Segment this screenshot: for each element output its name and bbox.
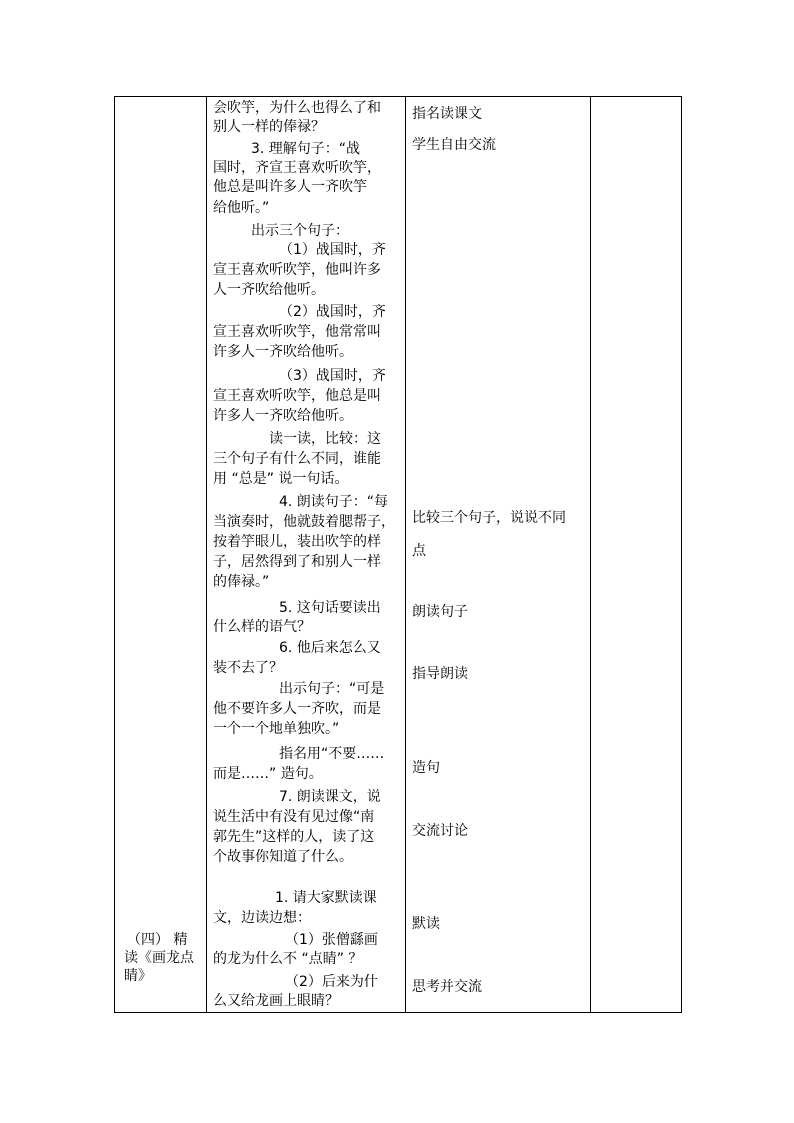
activity-line: （1）战国时，齐 [279,242,386,258]
activity-line: 宣王喜欢听吹竽，他常常叫 [213,324,381,340]
activity-line: （2）后来为什 [285,974,378,990]
activity-line: 会吹竽，为什么也得么了和 [213,100,381,116]
activity-line: 个故事你知道了什么。 [213,849,353,865]
activity-line: 而是……” 造句。 [213,766,323,782]
activity-line: 的俸禄。” [213,574,270,590]
section-heading-line: （四） 精 [127,932,188,948]
activity-line: 别人一样的俸禄？ [213,119,325,135]
activity-line: 一个一个地单独吹。” [213,721,340,737]
activity-line: 郭先生”这样的人，读了这 [213,829,375,845]
activity-line: 出示句子：“可是 [279,681,385,697]
activity-line: 出示三个句子： [251,223,349,239]
activity-line: 人一齐吹给他听。 [213,282,325,298]
activity-line: 3. 理解句子：“战 [251,141,361,157]
activity-line: 许多人一齐吹给他听。 [213,408,353,424]
activity-line: 4. 朗读句子：“每 [279,494,389,510]
student-activity-line: 指名读课文 [412,106,482,122]
activity-line: 宣王喜欢听吹竽，他叫许多 [213,262,381,278]
activity-line: 7. 朗读课文，说 [279,789,381,805]
activity-line: 装不去了？ [213,660,283,676]
student-activity-line: 思考并交流 [412,979,482,995]
lesson-plan-table [114,96,682,1013]
activity-line: 按着竽眼儿，装出吹竽的样 [213,534,381,550]
activity-line: 宣王喜欢听吹竽，他总是叫 [213,388,381,404]
student-activity-line: 默读 [412,916,440,932]
activity-line: 他不要许多人一齐吹，而是 [213,701,381,717]
column-divider [206,97,207,1012]
activity-line: 给他听。” [213,200,270,216]
activity-line: （2）战国时，齐 [279,304,386,320]
activity-line: （1）张僧繇画 [285,932,378,948]
student-activity-line: 朗读句子 [412,604,468,620]
activity-line: 5. 这句话要读出 [279,600,381,616]
activity-line: 么又给龙画上眼睛？ [213,993,339,1009]
student-activity-line: 指导朗读 [412,666,468,682]
column-divider [405,97,406,1012]
activity-line: 读一读，比较：这 [269,431,381,447]
section-heading-line: 读《画龙点 [124,950,194,966]
student-activity-line: 学生自由交流 [412,137,496,153]
activity-line: 文，边读边想： [213,910,311,926]
activity-line: 他总是叫许多人一齐吹竽 [213,179,367,195]
activity-line: 1. 请大家默读课 [275,890,377,906]
activity-line: 什么样的语气？ [213,619,311,635]
activity-line: 6. 他后来怎么又 [279,640,381,656]
student-activity-line: 交流讨论 [412,823,468,839]
activity-line: （3）战国时，齐 [279,368,386,384]
student-activity-line: 比较三个句子，说说不同 [412,510,566,526]
student-activity-line: 点 [412,543,426,559]
column-divider [590,97,591,1012]
activity-line: 当演奏时，他就鼓着腮帮子， [213,514,395,530]
activity-line: 用 “总是” 说一句话。 [213,471,349,487]
activity-line: 三个句子有什么不同，谁能 [213,451,381,467]
section-heading-line: 睛》 [124,968,152,984]
activity-line: 指名用“不要…… [279,746,385,762]
activity-line: 许多人一齐吹给他听。 [213,344,353,360]
activity-line: 的龙为什么不 “点睛” ？ [213,951,363,967]
activity-line: 子，居然得到了和别人一样 [213,554,381,570]
activity-line: 国时，齐宣王喜欢听吹竽， [213,160,381,176]
activity-line: 说生活中有没有见过像“南 [213,809,375,825]
student-activity-line: 造句 [412,760,440,776]
